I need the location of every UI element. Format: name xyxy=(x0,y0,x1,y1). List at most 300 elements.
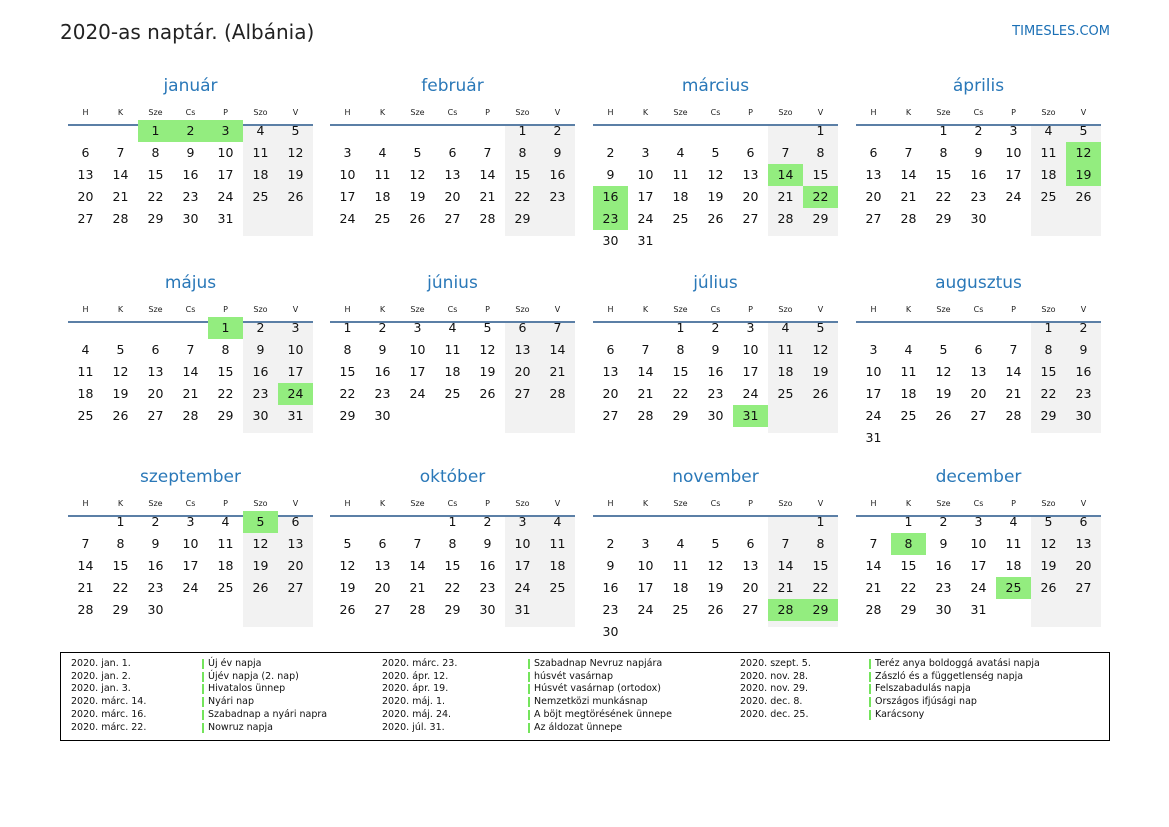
calendar-day: 7 xyxy=(1009,342,1018,357)
month-6 xyxy=(330,273,575,449)
calendar-day: 5 xyxy=(711,536,720,551)
calendar-day: 14 xyxy=(112,167,129,182)
month-7 xyxy=(593,273,838,449)
weekday-header: Sze xyxy=(148,305,163,314)
calendar-day: 17 xyxy=(287,364,304,379)
legend-marker xyxy=(869,697,871,707)
calendar-day: 30 xyxy=(602,233,619,248)
calendar-day: 30 xyxy=(252,408,269,423)
weekday-header: H xyxy=(82,305,89,314)
calendar-day: 22 xyxy=(217,386,234,401)
calendar-day: 6 xyxy=(518,320,527,335)
calendar-day: 7 xyxy=(413,536,422,551)
calendar-day: 12 xyxy=(707,558,724,573)
calendar-day: 10 xyxy=(287,342,304,357)
calendar-day: 23 xyxy=(182,189,199,204)
calendar-day: 5 xyxy=(413,145,422,160)
calendar-day: 22 xyxy=(1040,386,1057,401)
calendar-day: 14 xyxy=(865,558,882,573)
weekday-header: V xyxy=(292,499,299,508)
calendar-day: 2 xyxy=(974,123,983,138)
holiday-day: 29 xyxy=(803,599,838,621)
calendar-day: 24 xyxy=(970,580,987,595)
weekday-header: V xyxy=(1080,499,1087,508)
calendar-day: 20 xyxy=(602,386,619,401)
calendar-day: 27 xyxy=(444,211,461,226)
calendar-day: 5 xyxy=(816,320,825,335)
calendar-day: 13 xyxy=(444,167,461,182)
month-name: március xyxy=(681,76,750,96)
weekday-header: K xyxy=(642,499,649,508)
legend-holiday-name: Nemzetközi munkásnap xyxy=(528,696,648,707)
month-1 xyxy=(68,76,313,252)
calendar-day: 16 xyxy=(252,364,269,379)
calendar-day: 3 xyxy=(343,145,352,160)
calendar-day: 29 xyxy=(147,211,164,226)
calendar-day: 24 xyxy=(182,580,199,595)
month-name: augusztus xyxy=(935,273,1022,293)
calendar-day: 22 xyxy=(672,386,689,401)
calendar-day: 21 xyxy=(1005,386,1022,401)
calendar-day: 20 xyxy=(147,386,164,401)
calendar-day: 25 xyxy=(1040,189,1057,204)
weekday-header: H xyxy=(344,305,351,314)
calendar-day: 22 xyxy=(147,189,164,204)
calendar-day: 25 xyxy=(549,580,566,595)
legend-marker xyxy=(528,697,530,707)
weekday-header: P xyxy=(748,499,753,508)
calendar-day: 23 xyxy=(147,580,164,595)
calendar-day: 1 xyxy=(939,123,948,138)
calendar-day: 25 xyxy=(77,408,94,423)
legend-marker xyxy=(202,684,204,694)
calendar-day: 11 xyxy=(444,342,461,357)
weekday-header: H xyxy=(344,108,351,117)
weekday-header: Szo xyxy=(515,108,530,117)
calendar-day: 27 xyxy=(514,386,531,401)
calendar-day: 1 xyxy=(676,320,685,335)
calendar-day: 14 xyxy=(77,558,94,573)
calendar-day: 7 xyxy=(904,145,913,160)
holiday-day: 31 xyxy=(733,405,768,427)
weekday-header: Sze xyxy=(410,305,425,314)
calendar-day: 6 xyxy=(746,145,755,160)
calendar-day: 17 xyxy=(637,189,654,204)
calendar-day: 26 xyxy=(812,386,829,401)
calendar-day: 11 xyxy=(77,364,94,379)
calendar-day: 23 xyxy=(252,386,269,401)
calendar-day: 15 xyxy=(812,167,829,182)
calendar-day: 20 xyxy=(444,189,461,204)
weekday-header: Szo xyxy=(515,499,530,508)
calendar-day: 18 xyxy=(77,386,94,401)
calendar-day: 2 xyxy=(378,320,387,335)
weekday-header: K xyxy=(905,108,912,117)
calendar-day: 29 xyxy=(935,211,952,226)
calendar-day: 5 xyxy=(343,536,352,551)
calendar-day: 1 xyxy=(1044,320,1053,335)
legend-holiday-name: Országos ifjúsági nap xyxy=(869,696,977,707)
calendar-day: 11 xyxy=(672,167,689,182)
calendar-day: 14 xyxy=(479,167,496,182)
weekday-header: Cs xyxy=(973,499,984,508)
legend-holiday-name: Szabadnap a nyári napra xyxy=(202,709,327,720)
calendar-day: 14 xyxy=(549,342,566,357)
weekday-header: H xyxy=(870,305,877,314)
calendar-day: 7 xyxy=(186,342,195,357)
weekday-header: H xyxy=(607,499,614,508)
calendar-day: 2 xyxy=(939,514,948,529)
month-name: május xyxy=(164,273,217,293)
site-link[interactable]: TIMESLES.COM xyxy=(1012,24,1110,39)
calendar-day: 17 xyxy=(182,558,199,573)
calendar-day: 11 xyxy=(672,558,689,573)
calendar-day: 4 xyxy=(378,145,387,160)
calendar-day: 19 xyxy=(935,386,952,401)
weekday-header: P xyxy=(485,305,490,314)
legend-marker xyxy=(202,710,204,720)
weekday-header: Sze xyxy=(148,499,163,508)
legend-marker xyxy=(528,710,530,720)
calendar-day: 31 xyxy=(217,211,234,226)
calendar-day: 25 xyxy=(374,211,391,226)
calendar-day: 16 xyxy=(479,558,496,573)
calendar-day: 11 xyxy=(217,536,234,551)
calendar-day: 15 xyxy=(672,364,689,379)
weekday-header: V xyxy=(292,108,299,117)
legend-date: 2020. júl. 31. xyxy=(382,721,445,733)
month-name: július xyxy=(693,273,738,293)
calendar-day: 6 xyxy=(606,342,615,357)
calendar-day: 1 xyxy=(448,514,457,529)
month-11 xyxy=(593,467,838,643)
calendar-day: 29 xyxy=(112,602,129,617)
weekday-header: V xyxy=(1080,305,1087,314)
legend-date: 2020. márc. 16. xyxy=(71,708,147,720)
calendar-day: 9 xyxy=(711,342,720,357)
calendar-day: 6 xyxy=(869,145,878,160)
calendar-day: 18 xyxy=(672,189,689,204)
calendar-day: 7 xyxy=(781,145,790,160)
calendar-day: 16 xyxy=(182,167,199,182)
calendar-day: 26 xyxy=(112,408,129,423)
calendar-day: 11 xyxy=(374,167,391,182)
calendar-day: 26 xyxy=(707,602,724,617)
calendar-day: 20 xyxy=(514,364,531,379)
calendar-day: 23 xyxy=(374,386,391,401)
weekday-header: K xyxy=(117,305,124,314)
calendar-day: 24 xyxy=(339,211,356,226)
weekday-header: H xyxy=(870,499,877,508)
calendar-day: 21 xyxy=(637,386,654,401)
calendar-day: 15 xyxy=(935,167,952,182)
calendar-day: 4 xyxy=(1044,123,1053,138)
calendar-day: 18 xyxy=(444,364,461,379)
calendar-day: 13 xyxy=(77,167,94,182)
calendar-day: 4 xyxy=(256,123,265,138)
calendar-day: 3 xyxy=(518,514,527,529)
weekday-header: P xyxy=(485,499,490,508)
calendar-day: 3 xyxy=(641,145,650,160)
calendar-day: 29 xyxy=(672,408,689,423)
weekday-header: P xyxy=(1011,305,1016,314)
calendar-day: 28 xyxy=(77,602,94,617)
weekday-header: Sze xyxy=(673,108,688,117)
calendar-day: 14 xyxy=(1005,364,1022,379)
calendar-day: 10 xyxy=(637,167,654,182)
calendar-day: 22 xyxy=(514,189,531,204)
calendar-day: 6 xyxy=(448,145,457,160)
holiday-day: 23 xyxy=(593,208,628,230)
calendar-day: 23 xyxy=(707,386,724,401)
month-3 xyxy=(593,76,838,252)
calendar-day: 3 xyxy=(1009,123,1018,138)
weekday-header: Szo xyxy=(515,305,530,314)
month-name: október xyxy=(419,467,486,487)
calendar-day: 21 xyxy=(77,580,94,595)
calendar-day: 29 xyxy=(1040,408,1057,423)
calendar-day: 19 xyxy=(707,189,724,204)
weekday-header: K xyxy=(117,499,124,508)
calendar-day: 13 xyxy=(970,364,987,379)
weekday-header: Sze xyxy=(673,305,688,314)
calendar-day: 25 xyxy=(672,211,689,226)
calendar-day: 26 xyxy=(287,189,304,204)
calendar-day: 12 xyxy=(252,536,269,551)
calendar-day: 2 xyxy=(483,514,492,529)
calendar-day: 6 xyxy=(151,342,160,357)
holiday-day: 22 xyxy=(803,186,838,208)
calendar-day: 28 xyxy=(777,211,794,226)
calendar-day: 10 xyxy=(182,536,199,551)
calendar-day: 30 xyxy=(182,211,199,226)
calendar-day: 7 xyxy=(869,536,878,551)
legend-holiday-name: Hivatalos ünnep xyxy=(202,683,285,694)
weekday-header: H xyxy=(82,108,89,117)
calendar-day: 14 xyxy=(182,364,199,379)
legend-date: 2020. márc. 14. xyxy=(71,696,147,708)
calendar-day: 22 xyxy=(444,580,461,595)
calendar-day: 11 xyxy=(1005,536,1022,551)
calendar-day: 4 xyxy=(676,536,685,551)
holiday-day: 1 xyxy=(138,120,173,142)
weekday-header: K xyxy=(117,108,124,117)
weekday-header: Szo xyxy=(1041,108,1056,117)
calendar-day: 1 xyxy=(343,320,352,335)
calendar-day: 17 xyxy=(970,558,987,573)
month-name: szeptember xyxy=(140,467,241,487)
month-name: december xyxy=(935,467,1022,487)
calendar-day: 28 xyxy=(182,408,199,423)
calendar-day: 26 xyxy=(479,386,496,401)
calendar-day: 19 xyxy=(339,580,356,595)
weekday-header: P xyxy=(223,108,228,117)
weekday-header: Szo xyxy=(778,305,793,314)
weekday-header: Cs xyxy=(447,305,458,314)
calendar-day: 21 xyxy=(777,189,794,204)
calendar-day: 10 xyxy=(217,145,234,160)
calendar-day: 4 xyxy=(221,514,230,529)
calendar-day: 5 xyxy=(1044,514,1053,529)
calendar-day: 12 xyxy=(707,167,724,182)
legend-marker xyxy=(528,672,530,682)
calendar-day: 9 xyxy=(151,536,160,551)
month-4 xyxy=(856,76,1101,252)
month-rule xyxy=(593,124,838,126)
calendar-day: 19 xyxy=(812,364,829,379)
calendar-day: 28 xyxy=(549,386,566,401)
calendar-day: 15 xyxy=(217,364,234,379)
calendar-day: 3 xyxy=(413,320,422,335)
weekday-header: Cs xyxy=(447,499,458,508)
legend-date: 2020. jan. 3. xyxy=(71,683,131,695)
calendar-day: 12 xyxy=(479,342,496,357)
calendar-day: 17 xyxy=(742,364,759,379)
calendar-day: 29 xyxy=(444,602,461,617)
calendar-day: 16 xyxy=(374,364,391,379)
calendar-day: 27 xyxy=(742,602,759,617)
legend-date: 2020. nov. 28. xyxy=(740,670,809,682)
calendar-day: 23 xyxy=(479,580,496,595)
calendar-day: 2 xyxy=(711,320,720,335)
calendar-day: 13 xyxy=(742,558,759,573)
legend-date: 2020. márc. 22. xyxy=(71,721,147,733)
calendar-day: 29 xyxy=(339,408,356,423)
calendar-day: 3 xyxy=(746,320,755,335)
legend-holiday-name: Szabadnap Nevruz napjára xyxy=(528,658,662,669)
calendar-day: 5 xyxy=(939,342,948,357)
calendar-day: 26 xyxy=(409,211,426,226)
calendar-day: 4 xyxy=(676,145,685,160)
weekday-header: P xyxy=(1011,499,1016,508)
holiday-day: 3 xyxy=(208,120,243,142)
calendar-day: 8 xyxy=(448,536,457,551)
calendar-day: 18 xyxy=(777,364,794,379)
calendar-day: 4 xyxy=(904,342,913,357)
calendar-day: 30 xyxy=(970,211,987,226)
calendar-day: 13 xyxy=(374,558,391,573)
calendar-day: 11 xyxy=(900,364,917,379)
calendar-day: 17 xyxy=(339,189,356,204)
calendar-day: 26 xyxy=(1040,580,1057,595)
month-12 xyxy=(856,467,1101,643)
calendar-day: 14 xyxy=(637,364,654,379)
legend-marker xyxy=(869,684,871,694)
calendar-day: 20 xyxy=(77,189,94,204)
weekday-header: Sze xyxy=(936,305,951,314)
page-title: 2020-as naptár. (Albánia) xyxy=(60,20,315,44)
calendar-day: 3 xyxy=(291,320,300,335)
calendar-day: 8 xyxy=(518,145,527,160)
calendar-day: 30 xyxy=(935,602,952,617)
weekday-header: Sze xyxy=(148,108,163,117)
calendar-day: 3 xyxy=(869,342,878,357)
legend-holiday-name: Karácsony xyxy=(869,709,924,720)
calendar-day: 18 xyxy=(1005,558,1022,573)
legend-marker xyxy=(202,672,204,682)
weekday-header: K xyxy=(642,108,649,117)
weekday-header: Cs xyxy=(185,499,196,508)
calendar-day: 26 xyxy=(707,211,724,226)
calendar-day: 19 xyxy=(252,558,269,573)
calendar-day: 15 xyxy=(812,558,829,573)
calendar-day: 9 xyxy=(606,167,615,182)
calendar-day: 25 xyxy=(777,386,794,401)
month-rule xyxy=(593,515,838,517)
calendar-day: 15 xyxy=(147,167,164,182)
calendar-day: 20 xyxy=(865,189,882,204)
calendar-day: 15 xyxy=(444,558,461,573)
calendar-day: 11 xyxy=(549,536,566,551)
weekday-header: Cs xyxy=(973,305,984,314)
calendar-day: 1 xyxy=(904,514,913,529)
calendar-day: 7 xyxy=(641,342,650,357)
weekday-header: P xyxy=(1011,108,1016,117)
weekday-header: K xyxy=(379,305,386,314)
weekday-header: H xyxy=(82,499,89,508)
calendar-day: 8 xyxy=(1044,342,1053,357)
month-name: január xyxy=(163,76,218,96)
weekday-header: H xyxy=(607,108,614,117)
weekday-header: Cs xyxy=(185,305,196,314)
calendar-day: 13 xyxy=(865,167,882,182)
calendar-day: 3 xyxy=(641,536,650,551)
calendar-day: 6 xyxy=(1079,514,1088,529)
calendar-day: 19 xyxy=(409,189,426,204)
legend-holiday-name: Az áldozat ünnepe xyxy=(528,722,622,733)
calendar-day: 7 xyxy=(781,536,790,551)
legend-marker xyxy=(869,659,871,669)
weekday-header: Sze xyxy=(673,499,688,508)
weekday-header: P xyxy=(223,305,228,314)
calendar-day: 13 xyxy=(514,342,531,357)
legend-date: 2020. ápr. 19. xyxy=(382,683,449,695)
calendar-day: 15 xyxy=(1040,364,1057,379)
calendar-day: 24 xyxy=(865,408,882,423)
weekday-header: Sze xyxy=(410,108,425,117)
holiday-day: 12 xyxy=(1066,142,1101,164)
legend-date: 2020. jan. 1. xyxy=(71,658,131,669)
calendar-day: 3 xyxy=(974,514,983,529)
calendar-day: 21 xyxy=(777,580,794,595)
weekday-header: Sze xyxy=(936,108,951,117)
calendar-day: 19 xyxy=(1040,558,1057,573)
calendar-day: 17 xyxy=(637,580,654,595)
calendar-day: 10 xyxy=(865,364,882,379)
calendar-day: 12 xyxy=(409,167,426,182)
legend-holiday-name: Újév napja (2. nap) xyxy=(202,671,299,682)
calendar-day: 17 xyxy=(1005,167,1022,182)
month-name: november xyxy=(672,467,759,487)
calendar-day: 4 xyxy=(448,320,457,335)
calendar-day: 18 xyxy=(374,189,391,204)
legend-holiday-name: A böjt megtörésének ünnepe xyxy=(528,709,672,720)
month-name: június xyxy=(427,273,478,293)
calendar-day: 2 xyxy=(606,536,615,551)
holiday-day: 25 xyxy=(996,577,1031,599)
holiday-legend xyxy=(60,652,1110,741)
calendar-day: 4 xyxy=(553,514,562,529)
calendar-day: 7 xyxy=(81,536,90,551)
month-2 xyxy=(330,76,575,252)
calendar-day: 13 xyxy=(147,364,164,379)
weekday-header: K xyxy=(905,499,912,508)
calendar-day: 13 xyxy=(1075,536,1092,551)
calendar-day: 23 xyxy=(935,580,952,595)
legend-date: 2020. márc. 23. xyxy=(382,658,458,669)
calendar-day: 11 xyxy=(252,145,269,160)
calendar-day: 22 xyxy=(935,189,952,204)
